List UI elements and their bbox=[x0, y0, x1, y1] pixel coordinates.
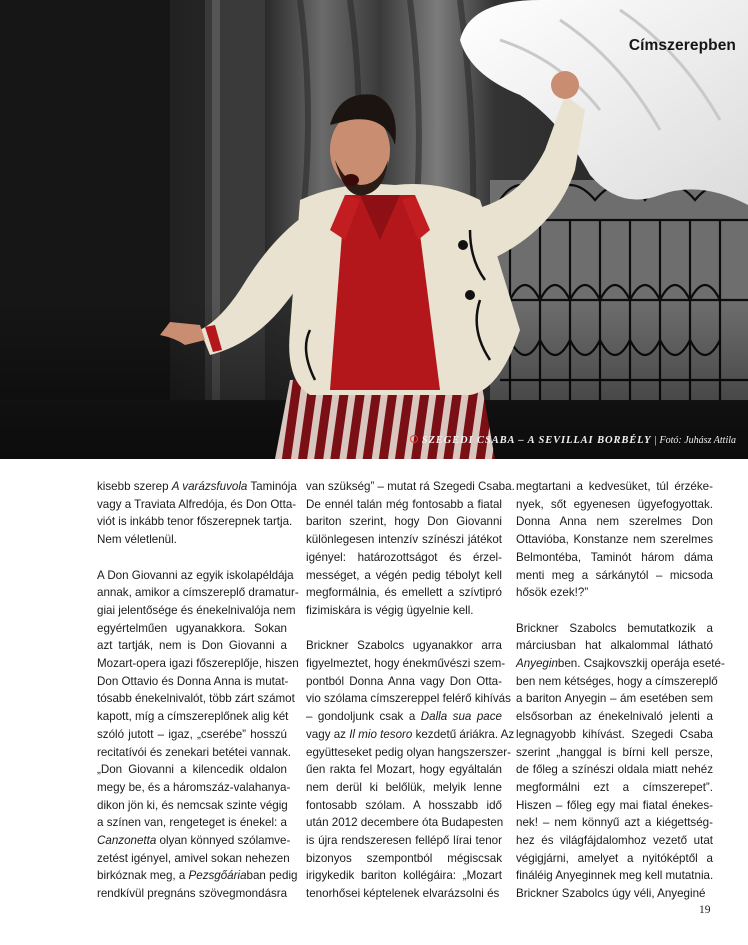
text-run: mességet, a végén pedig tébolyt kell bbox=[306, 568, 502, 582]
text-run: Donna Anna nem szerelmes Don bbox=[516, 515, 713, 529]
paragraph bbox=[306, 478, 515, 620]
text-run: „Don Giovanni a kilencedik oldalon bbox=[97, 763, 287, 777]
text-line bbox=[516, 708, 713, 726]
text-line bbox=[306, 531, 502, 549]
text-line bbox=[97, 850, 290, 868]
text-line bbox=[97, 673, 287, 691]
text-line bbox=[516, 567, 713, 585]
text-run: annak, amikor a címszereplő dramatur- bbox=[97, 586, 299, 600]
text-run: De ennél talán még fontosabb a fiatal bbox=[306, 497, 502, 511]
text-line bbox=[516, 744, 713, 762]
text-run: Taminója bbox=[247, 480, 297, 493]
text-line bbox=[97, 513, 293, 531]
text-run: tósabb énekelnivalót, több zárt számot bbox=[97, 692, 295, 706]
text-run: megtartani a kedvesüket, túl érzéke- bbox=[516, 480, 713, 493]
text-line bbox=[306, 885, 502, 903]
text-run: olyan könnyed szólamve- bbox=[156, 834, 291, 848]
text-line bbox=[516, 867, 713, 885]
text-line bbox=[306, 673, 502, 691]
text-line bbox=[306, 814, 502, 832]
text-line bbox=[516, 496, 713, 514]
text-run: után 2012 decembere óta Budapesten bbox=[306, 816, 504, 830]
text-run: Belmontéba, Taminót három dáma bbox=[516, 550, 713, 564]
text-run: kapott, míg a címszereplőnek alig két bbox=[97, 710, 289, 724]
text-run: Don Ottavio és Donna Anna is mutat- bbox=[97, 674, 289, 688]
text-run: ben. Csajkovszkij operája eseté- bbox=[557, 657, 725, 671]
text-line bbox=[97, 478, 297, 496]
text-line bbox=[306, 690, 511, 708]
text-run: ben nem kétséges, hogy a címszereplő bbox=[516, 674, 718, 688]
text-line bbox=[97, 726, 287, 744]
text-run: legnagyobb kihívást. Szegedi Csaba bbox=[516, 727, 713, 741]
text-line bbox=[516, 513, 713, 531]
text-run: Brickner Szabolcs ugyanakkor arra bbox=[306, 639, 502, 653]
text-run: megy be, és a háromszáz-valahanya- bbox=[97, 780, 291, 794]
text-run: dikon jön ki, és nemcsak szinte végig bbox=[97, 798, 288, 812]
text-line bbox=[97, 708, 287, 726]
text-run: birkóznak meg, a bbox=[97, 869, 189, 883]
text-line bbox=[516, 673, 718, 691]
text-run: hez és világfájdalomhoz vezető utat bbox=[516, 834, 713, 848]
text-run: nem derül ki belőlük, melyik lenne bbox=[306, 780, 502, 794]
text-run: szerint „hanggal is bírni kell persze, bbox=[516, 745, 713, 759]
text-run: Brickner Szabolcs úgy véli, Anyeginé bbox=[516, 887, 706, 901]
text-line bbox=[306, 655, 506, 673]
text-line bbox=[516, 690, 713, 708]
text-line bbox=[306, 708, 502, 726]
photo-credit: Fotó: Juhász Attila bbox=[659, 435, 736, 446]
text-run: zetést igényel, amivel sokan nehezen bbox=[97, 851, 290, 865]
text-run: de főleg a színészi oldala miatt nehéz bbox=[516, 763, 713, 777]
photo-illustration bbox=[0, 0, 748, 459]
text-run: ban pedig bbox=[246, 869, 298, 883]
text-line bbox=[516, 478, 713, 496]
text-run: megformálnia, és emellett a szívtipró bbox=[306, 586, 502, 600]
text-line bbox=[516, 620, 713, 638]
text-run: a színen van, rengeteget is énekel: a bbox=[97, 816, 287, 830]
section-label: Címszerepben bbox=[628, 37, 736, 54]
text-run: viót is inkább tenor főszerepnek tartja. bbox=[97, 515, 293, 529]
italic-title: Il mio tesoro bbox=[349, 727, 413, 741]
text-line bbox=[306, 602, 502, 620]
text-run: igényel: határozottságot és érzel- bbox=[306, 550, 502, 564]
text-line bbox=[97, 637, 287, 655]
text-line bbox=[306, 584, 502, 602]
page-number: 19 bbox=[699, 904, 711, 916]
text-line bbox=[516, 814, 713, 832]
paragraph bbox=[516, 478, 713, 602]
text-run: giai jelentősége és énekelnivalója nem bbox=[97, 603, 296, 617]
text-line bbox=[516, 761, 713, 779]
text-run: Brickner Szabolcs bemutatkozik a bbox=[516, 621, 713, 635]
caption-name: SZEGEDI CSABA – A SEVILLAI BORBÉLY bbox=[421, 435, 652, 446]
text-line bbox=[306, 761, 502, 779]
paragraph bbox=[516, 620, 725, 903]
paragraph bbox=[97, 478, 297, 549]
white-cloth bbox=[460, 0, 748, 205]
text-line bbox=[97, 814, 287, 832]
text-run: űen rakta fel Mozart, hogy egyáltalán bbox=[306, 763, 502, 777]
text-line bbox=[516, 549, 713, 567]
paragraph bbox=[97, 567, 299, 903]
text-line bbox=[306, 779, 502, 797]
text-line bbox=[516, 655, 725, 673]
italic-title: Dalla sua pace bbox=[420, 710, 502, 724]
caption-bullet-icon bbox=[410, 435, 418, 443]
italic-title: Pezsgőária bbox=[188, 869, 247, 883]
text-run: menti meg a sárkánytól – micsoda bbox=[516, 568, 713, 582]
text-run: recitatívói és zenekari betétei vannak. bbox=[97, 745, 291, 759]
text-line bbox=[97, 761, 287, 779]
text-line bbox=[306, 726, 515, 744]
text-line bbox=[516, 885, 713, 903]
text-line bbox=[516, 726, 713, 744]
text-run: bizonyos szempontból mégiscsak bbox=[306, 851, 502, 865]
text-run: – gondoljunk csak a bbox=[306, 710, 421, 724]
text-line bbox=[97, 744, 291, 762]
text-line bbox=[516, 779, 713, 797]
text-run: fontosabb szólam. A hosszabb idő bbox=[306, 798, 502, 812]
text-run: kisebb szerep bbox=[97, 480, 172, 493]
text-line bbox=[97, 531, 287, 549]
text-run: nek! – nem könnyű azt a kiégettség- bbox=[516, 816, 713, 830]
text-run: vagy a Traviata Alfredója, és Don Otta- bbox=[97, 497, 297, 511]
text-line bbox=[97, 584, 299, 602]
text-line bbox=[97, 779, 291, 797]
text-run: irigykedik bariton kollégáira: „Mozart bbox=[306, 869, 502, 883]
text-run: azt tartják, nem is Don Giovanni a bbox=[97, 639, 287, 653]
text-run: van szükség” – mutat rá Szegedi Csaba. bbox=[306, 480, 515, 493]
text-run: kezdetű áriákra. Az bbox=[412, 727, 515, 741]
text-line bbox=[306, 744, 511, 762]
paragraph bbox=[306, 637, 515, 903]
text-run: rendkívül pregnáns szövegmondásra bbox=[97, 887, 288, 901]
text-line bbox=[516, 797, 713, 815]
text-run: a bariton Anyegin – ám esetében sem bbox=[516, 692, 713, 706]
text-column-3 bbox=[516, 478, 725, 903]
text-line bbox=[306, 850, 502, 868]
text-run: megformálni ezt a címszerepet”. bbox=[516, 780, 713, 794]
text-line bbox=[306, 549, 502, 567]
text-line bbox=[516, 832, 713, 850]
text-run: figyelmeztet, hogy énekművészi szem- bbox=[306, 657, 506, 671]
text-run: elsősorban az énekelnivaló jelenti a bbox=[516, 710, 713, 724]
italic-title: Anyegin bbox=[516, 657, 558, 671]
text-line bbox=[97, 496, 297, 514]
text-run: szóló jutott – igaz, „cserébe” hosszú bbox=[97, 727, 287, 741]
text-line bbox=[97, 885, 287, 903]
text-line bbox=[97, 832, 291, 850]
text-line bbox=[516, 584, 713, 602]
text-run: egyértelműen ugyanakkora. Sokan bbox=[97, 621, 287, 635]
photo-caption bbox=[410, 435, 736, 446]
text-run: is újra rendszeresen fellépő lírai tenor bbox=[306, 834, 502, 848]
text-run: pontból Donna Anna vagy Don Otta- bbox=[306, 674, 502, 688]
text-line bbox=[306, 496, 502, 514]
text-line bbox=[97, 567, 294, 585]
text-line bbox=[306, 637, 502, 655]
caption-separator: | bbox=[654, 435, 657, 446]
text-run: együtteseket pedig olyan hangszerszer- bbox=[306, 745, 511, 759]
text-run: végigjárni, amelyet a nyitóképtől a bbox=[516, 851, 713, 865]
text-line bbox=[97, 867, 298, 885]
text-run: vagy az bbox=[306, 727, 350, 741]
text-run: A Don Giovanni az egyik iskolapéldája bbox=[97, 568, 294, 582]
text-line bbox=[97, 690, 295, 708]
text-line bbox=[306, 513, 502, 531]
text-run: Nem véletlenül. bbox=[97, 533, 177, 547]
text-run: nyek, sőt egyenesen ügyefogyottak. bbox=[516, 497, 713, 511]
text-line bbox=[516, 850, 713, 868]
text-line bbox=[306, 797, 502, 815]
text-line bbox=[97, 655, 299, 673]
text-run: különlegesen intenzív színészi játékot bbox=[306, 533, 502, 547]
text-run: Mozart-opera igazi főszereplője, hiszen bbox=[97, 657, 299, 671]
text-column-2 bbox=[306, 478, 515, 903]
text-run: fináléig Anyeginnek meg kell mutatnia. bbox=[516, 869, 714, 883]
text-run: tenorhősei képtelenek elvarázsolni és bbox=[306, 887, 500, 901]
text-column-1 bbox=[97, 478, 299, 903]
text-line bbox=[516, 637, 713, 655]
text-line bbox=[306, 478, 515, 496]
text-run: Hiszen – főleg egy mai fiatal énekes- bbox=[516, 798, 713, 812]
text-run: bariton szerint, hogy Don Giovanni bbox=[306, 515, 502, 529]
text-line bbox=[306, 567, 502, 585]
italic-title: A varázsfuvola bbox=[171, 480, 248, 493]
text-line bbox=[97, 602, 296, 620]
text-line bbox=[97, 797, 287, 815]
text-run: vio szólama címszereppel felérő kihívás bbox=[306, 692, 511, 706]
text-line bbox=[516, 531, 713, 549]
text-line bbox=[306, 832, 502, 850]
text-run: hősök ezek!?” bbox=[516, 586, 589, 600]
text-line bbox=[97, 620, 287, 638]
text-run: Ottavióba, Konstanze nem szerelmes bbox=[516, 533, 713, 547]
italic-title: Canzonetta bbox=[97, 834, 157, 848]
text-run: fizimiskára is végig ügyelnie kell. bbox=[306, 603, 474, 617]
text-run: márciusban hat alkalommal látható bbox=[516, 639, 713, 653]
text-line bbox=[306, 867, 502, 885]
stage-photo bbox=[0, 0, 748, 459]
